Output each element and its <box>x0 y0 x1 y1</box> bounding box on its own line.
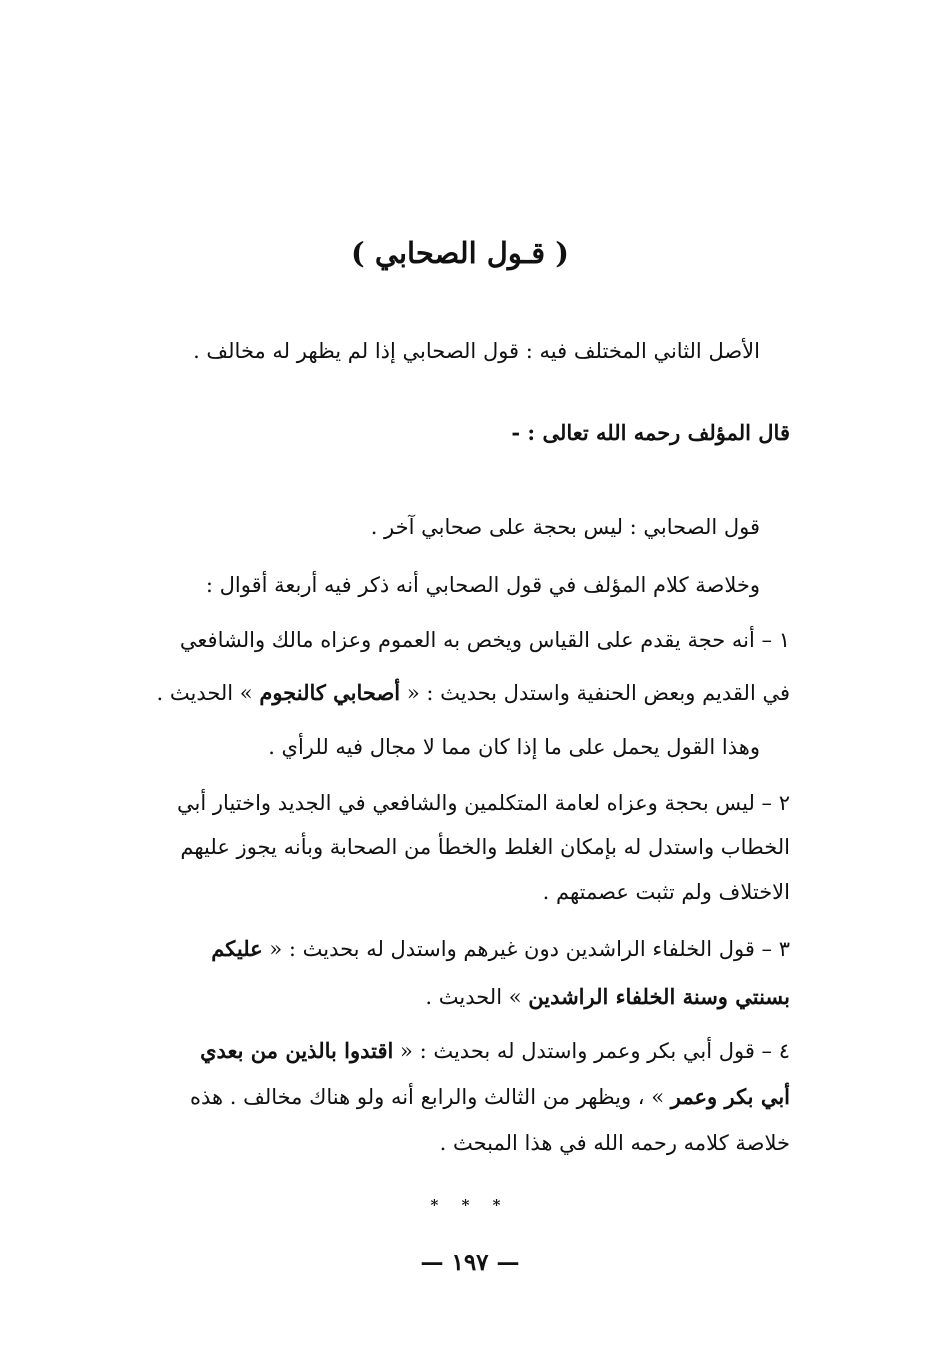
item-4-line-1 <box>200 1036 790 1066</box>
item-3-line-1-text: ٣ – قول الخلفاء الراشدين دون غيرهم واستدل له بحديث : « <box>262 937 790 961</box>
item-4-line-2-end: » ، ويظهر من الثالث والرابع أنه ولو هناك مخالف . هذه <box>189 1085 671 1109</box>
item-1-line-2-end: » الحديث . <box>156 681 260 705</box>
item-4-line-3: خلاصة كلامه رحمه الله في هذا المبحث . <box>439 1131 790 1155</box>
item-2-line-2: الخطاب واستدل له بإمكان الغلط والخطأ من الصحابة وبأنه يجوز عليهم <box>180 835 790 859</box>
section-separator: * * * <box>430 1196 510 1214</box>
hadith-quote-start: عليكم <box>211 936 263 961</box>
item-2-line-3: الاختلاف ولم تثبت عصمتهم . <box>542 880 790 904</box>
item-3-line-2-end: » الحديث . <box>425 985 529 1009</box>
item-3-line-2 <box>425 982 790 1012</box>
statement-text: قول الصحابي : ليس بحجة على صحابي آخر . <box>370 515 760 539</box>
item-1-line-2-text: في القديم وبعض الحنفية واستدل بحديث : « <box>400 681 790 705</box>
item-1-line-1: ١ – أنه حجة يقدم على القياس ويخص به العموم وعزاه مالك والشافعي <box>179 628 790 652</box>
page-title: ( قـول الصحابي ) <box>351 236 569 270</box>
intro-paragraph: الأصل الثاني المختلف فيه : قول الصحابي إذا لم يظهر له مخالف . <box>193 339 760 363</box>
hadith-quote-start: اقتدوا بالذين من بعدي <box>200 1038 394 1063</box>
hadith-title: أصحابي كالنجوم <box>259 680 401 705</box>
item-4-line-2 <box>190 1082 790 1112</box>
item-2-line-1: ٢ – ليس بحجة وعزاه لعامة المتكلمين والشافعي في الجديد واختيار أبي <box>177 791 790 815</box>
author-says-heading: قال المؤلف رحمه الله تعالى : - <box>511 420 790 445</box>
item-4-line-1-text: ٤ – قول أبي بكر وعمر واستدل له بحديث : « <box>393 1039 790 1063</box>
item-3-line-1 <box>211 934 790 964</box>
hadith-quote-end: بسنتي وسنة الخلفاء الراشدين <box>528 984 790 1009</box>
item-1-note: وهذا القول يحمل على ما إذا كان مما لا مجال فيه للرأي . <box>268 735 760 759</box>
page-number: — ١٩٧ — <box>420 1249 520 1276</box>
summary-text: وخلاصة كلام المؤلف في قول الصحابي أنه ذكر فيه أربعة أقوال : <box>205 573 760 597</box>
hadith-quote-end: أبي بكر وعمر <box>670 1084 790 1109</box>
item-1-line-2 <box>157 678 791 708</box>
